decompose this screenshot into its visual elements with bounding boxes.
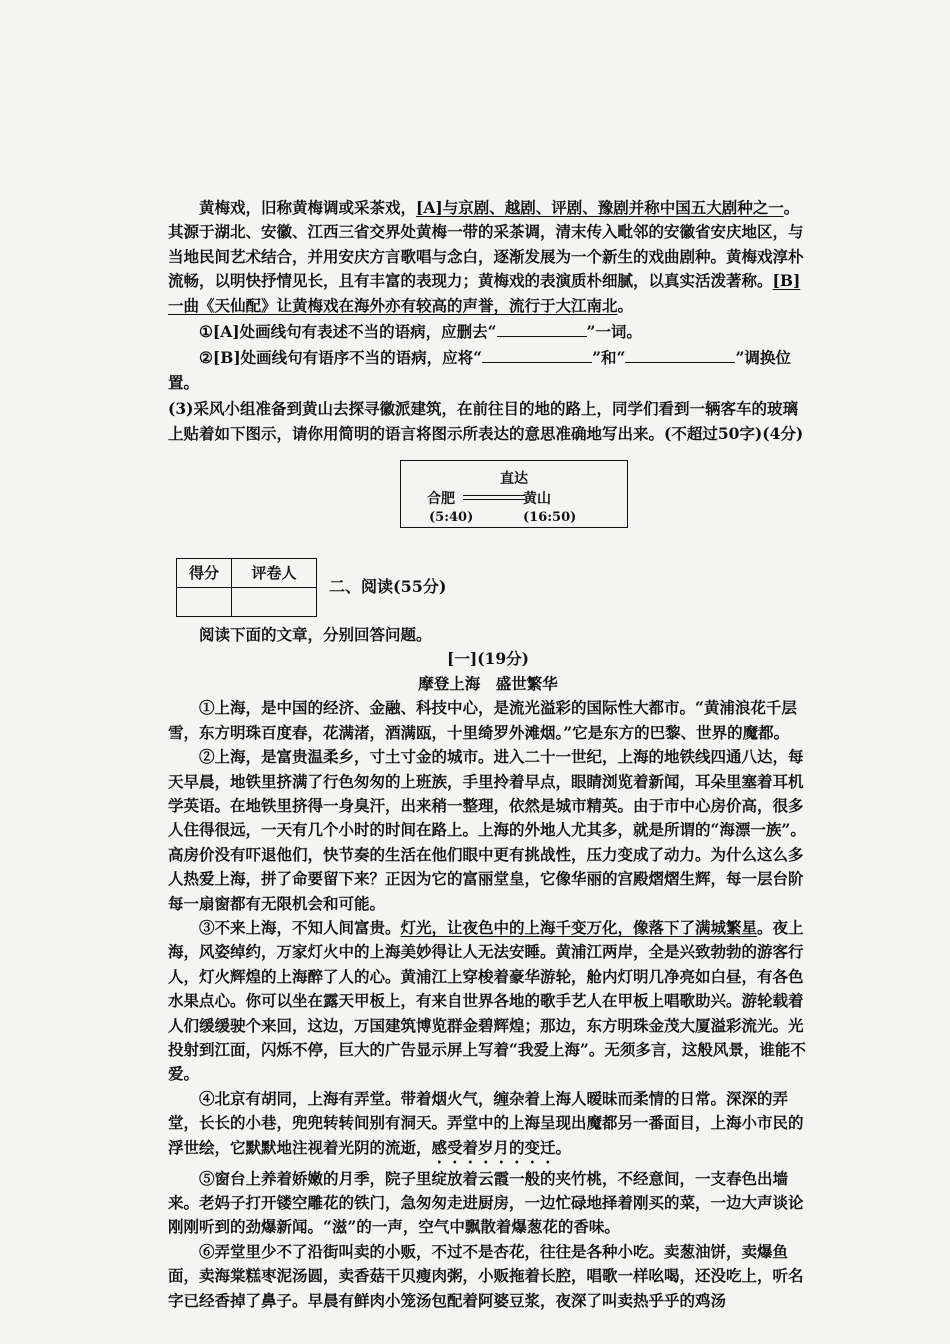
question-3: (3)采风小组准备到黄山去探寻徽派建筑，在前往目的地的路上，同学们看到一辆客车的玻璃上贴着如下图示，请你用简明的语言将图示所表达的意思准确地写出来。(不超过50字)(4分) (168, 399, 804, 443)
article-paragraph-3: ③不来上海，不知人间富贵。灯光，让夜色中的上海千变万化，像落下了满城繁星。夜上海，风姿绰约，万家灯火中的上海美妙得让人无法安睡。黄浦江两岸，全是兴致勃勃的游客行人，灯火辉煌的上海醉了人的心。黄浦江上穿梭着豪华游轮，舱内灯明几净亮如白昼，有各色水果点心。你可以坐在露天甲板上，有来自世界各地的歌手艺人在甲板上唱歌助兴。游轮载着人们缓缓驶个来回，这边，万国建筑博览群金碧辉煌；那边，东方明珠金茂大厦溢彩流光。光投射到江面，闪烁不停，巨大的广告显示屏上写着“我爱上海”。无须多言，这般风景，谁能不爱。 (168, 917, 806, 1084)
article-paragraph-5: ⑤窗台上养着娇嫩的月季，院子里绽放着云霞一般的夹竹桃，不经意间，一支春色出墙来。老妈子打开镂空雕花的铁门，急匆匆走进厨房，一边忙碌地择着刚买的菜，一边大声谈论刚刚听到的劲爆新闻。“滋”的一声，空气中飘散着爆葱花的香味。 (168, 1168, 804, 1237)
article-paragraph-1: ①上海，是中国的经济、金融、科技中心，是流光溢彩的国际性大都市。“黄浦浪花千层雪，东方明珠百度春，花满渚，酒满瓯，十里绮罗外滩烟。”它是东方的巴黎、世界的魔都。 (168, 698, 797, 742)
question-1: ①[A]处画线句有表述不当的语病，应删去“ ”一词。 (199, 322, 642, 342)
exam-page (168, 196, 808, 1313)
answer-blank-2a[interactable] (482, 346, 592, 363)
underlined-sentence-a: [A]与京剧、越剧、评剧、豫剧并称中国五大剧种之一 (416, 198, 784, 217)
question-2: ②[B]处画线句有语序不当的语病，应将“ ”和“ ”调换位置。 (168, 348, 791, 392)
answer-blank-1[interactable] (497, 320, 587, 337)
score-section (176, 558, 808, 617)
article-paragraph-6: ⑥弄堂里少不了沿街叫卖的小贩，不过不是杏花，往往是各种小吃。卖葱油饼，卖爆鱼面，卖海棠糕枣泥汤圆，卖香菇干贝瘦肉粥，小贩拖着长腔，唱歌一样吆喝，还没吃上，听名字已经香掉了鼻子。早晨有鲜肉小笼汤包配着阿婆豆浆，夜深了叫卖热乎乎的鸡汤 (168, 1241, 804, 1310)
section-title: 二、阅读(55分) (329, 577, 447, 597)
score-cell[interactable] (177, 588, 232, 617)
underlined-sentence-3: 灯光，让夜色中的上海千变万化，像落下了满城繁星 (400, 917, 758, 937)
answer-blank-2b[interactable] (625, 346, 735, 363)
grader-header: 评卷人 (232, 559, 317, 588)
score-header: 得分 (177, 559, 232, 588)
part-label: [一](19分) (447, 649, 529, 669)
article-paragraph-2: ②上海，是富贵温柔乡，寸土寸金的城市。进入二十一世纪，上海的地铁线四通八达，每天早晨，地铁里挤满了行色匆匆的上班族，手里拎着早点，眼睛浏览着新闻，耳朵里塞着耳机学英语。在地铁里挤得一身臭汗，出来稍一整理，依然是城市精英。由于市中心房价高，很多人住得很远，一天有几个小时的时间在路上。上海的外地人尤其多，就是所谓的“海漂一族”。高房价没有吓退他们，快节奏的生活在他们眼中更有挑战性，压力变成了动力。为什么这么多人热爱上海，拼了命要留下来？正因为它的富丽堂皇，它像华丽的宫殿熠熠生辉，每一层台阶每一扇窗都有无限机会和可能。 (168, 747, 806, 913)
intro-paragraph: 黄梅戏，旧称黄梅调或采茶戏，[A]与京剧、越剧、评剧、豫剧并称中国五大剧种之一。其源于湖北、安徽、江西三省交界处黄梅一带的采茶调，清末传入毗邻的安徽省安庆地区，与当地民间艺术结合，并用安庆方言歌唱与念白，逐渐发展为一个新生的戏曲剧种。黄梅戏淳朴流畅，以明快抒情见长，且有丰富的表现力；黄梅戏的表演质朴细腻，以真实活泼著称。[B]一曲《天仙配》让黄梅戏在海外亦有较高的声誉，流行于大江南北。 (168, 198, 804, 315)
dotted-phrase: 感受着岁月的变迁 (431, 1137, 556, 1157)
sign-arrive-time: (16:50) (523, 510, 577, 526)
bus-sign-diagram (400, 460, 628, 528)
sign-title: 直达 (500, 471, 528, 488)
reading-instruction: 阅读下面的文章，分别回答问题。 (199, 625, 432, 645)
article-paragraph-4: ④北京有胡同，上海有弄堂。带着烟火气，缠杂着上海人暧昧而柔情的日常。深深的弄堂，长长的小巷，兜兜转转间别有洞天。弄堂中的上海呈现出魔都另一番面目，上海小市民的浮世绘，它默默地注视着光阴的流逝，感受着岁月的变迁。 (168, 1088, 804, 1157)
sign-from-city: 合肥 (427, 491, 455, 508)
article-title: 摩登上海 盛世繁华 (418, 673, 558, 693)
grader-cell[interactable] (232, 588, 317, 617)
score-table (176, 558, 317, 617)
double-line-arrow-icon (463, 495, 525, 500)
sign-to-city: 黄山 (523, 491, 551, 508)
underlined-sentence-b: [B]一曲《天仙配》让黄梅戏在海外亦有较高的声誉，流行于大江南北 (168, 271, 801, 315)
sign-depart-time: (5:40) (429, 510, 474, 526)
